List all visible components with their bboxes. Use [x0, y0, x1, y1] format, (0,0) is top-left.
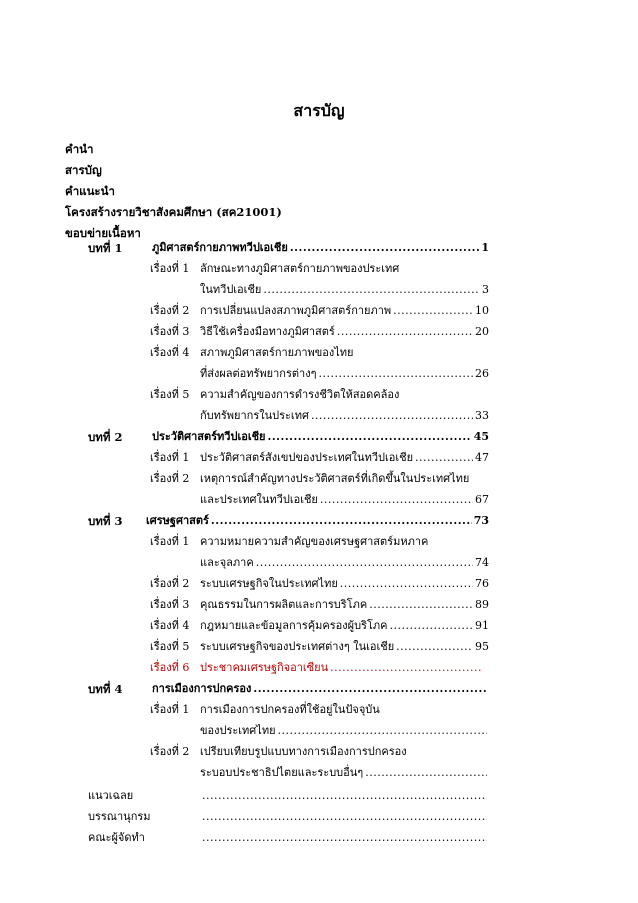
leader-dots	[365, 763, 487, 783]
leader-dots	[320, 490, 473, 510]
section-number: เรื่องที่ 2	[150, 745, 190, 758]
section-number-highlighted: เรื่องที่ 6	[150, 661, 190, 674]
section-page: 76	[475, 577, 489, 590]
back-authors-leader	[200, 828, 489, 848]
section-title-cont: และประเทศในทวีปเอเชีย	[200, 493, 318, 506]
section-number: เรื่องที่ 3	[150, 598, 190, 611]
section-number: เรื่องที่ 2	[150, 472, 190, 485]
section-number: เรื่องที่ 5	[150, 640, 190, 653]
section-number: เรื่องที่ 1	[150, 703, 190, 716]
chapter-3-entry	[146, 511, 489, 531]
chapter-3-page: 73	[473, 514, 489, 527]
section-title: การเมืองการปกครองที่ใช้อยู่ในปัจจุบัน	[200, 703, 380, 716]
section-title-cont: ที่ส่งผลต่อทรัพยากรต่างๆ	[200, 367, 317, 380]
section-number: เรื่องที่ 1	[150, 451, 190, 464]
section-title: เหตุการณ์สำคัญทางประวัติศาสตร์ที่เกิดขึ้นในประเทศไทย	[200, 472, 470, 485]
leader-dots	[268, 427, 472, 447]
chapter-4-number: บทที่ 4	[88, 682, 123, 696]
back-bibliography: บรรณานุกรม	[88, 810, 151, 823]
chapter-2-number: บทที่ 2	[88, 430, 123, 444]
chapter-1-entry	[152, 238, 489, 258]
section-entry	[200, 406, 489, 426]
section-title-cont: ในทวีปเอเชีย	[200, 283, 262, 296]
front-guide: คำแนะนำ	[65, 184, 115, 198]
section-number: เรื่องที่ 1	[150, 535, 190, 548]
back-answer-key-leader	[200, 786, 489, 806]
leader-dots	[256, 553, 473, 573]
section-title: ระบบเศรษฐกิจของประเทศต่างๆ ในเอเชีย	[200, 640, 395, 653]
leader-dots	[396, 637, 473, 657]
section-entry	[200, 553, 489, 573]
chapter-3-number: บทที่ 3	[88, 514, 123, 528]
page-title: สารบัญ	[293, 101, 345, 120]
section-entry	[200, 763, 489, 783]
chapter-1-page: 1	[481, 241, 489, 254]
section-title: เปรียบเทียบรูปแบบทางการเมืองการปกครอง	[200, 745, 407, 758]
leader-dots	[211, 511, 472, 531]
section-title: ลักษณะทางภูมิศาสตร์กายภาพของประเทศ	[200, 262, 400, 275]
section-title-cont: ของประเทศไทย	[200, 724, 276, 737]
front-structure: โครงสร้างรายวิชาสังคมศึกษา (สค21001)	[65, 205, 282, 219]
front-scope: ขอบข่ายเนื้อหา	[65, 226, 141, 240]
leader-dots	[311, 406, 473, 426]
section-title: การเปลี่ยนแปลงสภาพภูมิศาสตร์กายภาพ	[200, 304, 392, 317]
section-number: เรื่องที่ 3	[150, 325, 190, 338]
chapter-2-title: ประวัติศาสตร์ทวีปเอเชีย	[152, 430, 266, 443]
section-title: ความหมายความสำคัญของเศรษฐศาสตร์มหภาค	[200, 535, 429, 548]
front-toc: สารบัญ	[65, 163, 102, 177]
chapter-3-title: เศรษฐศาสตร์	[146, 514, 209, 527]
section-page: 10	[475, 304, 489, 317]
section-page: 26	[475, 367, 489, 380]
section-title: ประชาคมเศรษฐกิจอาเซียน	[200, 661, 329, 674]
section-entry	[200, 322, 489, 342]
leader-dots	[290, 238, 480, 258]
chapter-4-title: การเมืองการปกครอง	[152, 682, 252, 695]
section-number: เรื่องที่ 2	[150, 304, 190, 317]
leader-dots	[278, 721, 487, 741]
section-entry-highlighted	[200, 658, 485, 678]
back-answer-key: แนวเฉลย	[88, 789, 134, 802]
section-entry	[200, 574, 489, 594]
front-preface: คำนำ	[65, 142, 94, 156]
section-entry	[200, 616, 489, 636]
section-page: 47	[475, 451, 489, 464]
leader-dots	[318, 364, 473, 384]
section-page: 91	[475, 619, 489, 632]
section-number: เรื่องที่ 4	[150, 619, 190, 632]
section-title: วิธีใช้เครื่องมือทางภูมิศาสตร์	[200, 325, 335, 338]
leader-dots	[202, 807, 487, 827]
chapter-2-page: 45	[473, 430, 489, 443]
section-entry	[200, 595, 489, 615]
leader-dots	[340, 574, 473, 594]
section-entry	[200, 448, 489, 468]
chapter-1-number: บทที่ 1	[88, 241, 123, 255]
back-authors: คณะผู้จัดทำ	[88, 831, 145, 844]
leader-dots	[253, 679, 487, 699]
section-entry	[200, 364, 489, 384]
section-title: สภาพภูมิศาสตร์กายภาพของไทย	[200, 346, 354, 359]
leader-dots	[389, 616, 473, 636]
section-number: เรื่องที่ 1	[150, 262, 190, 275]
leader-dots	[337, 322, 473, 342]
section-entry	[200, 490, 489, 510]
section-page: 33	[475, 409, 489, 422]
chapter-1-title: ภูมิศาสตร์กายภาพทวีปเอเชีย	[152, 241, 288, 254]
section-page: 74	[475, 556, 489, 569]
section-page: 20	[475, 325, 489, 338]
section-title-cont: และจุลภาค	[200, 556, 254, 569]
back-bibliography-leader	[200, 807, 489, 827]
section-entry	[200, 301, 489, 321]
section-number: เรื่องที่ 2	[150, 577, 190, 590]
leader-dots	[415, 448, 473, 468]
section-title-cont: กับทรัพยากรในประเทศ	[200, 409, 309, 422]
leader-dots	[202, 786, 487, 806]
section-title: ระบบเศรษฐกิจในประเทศไทย	[200, 577, 338, 590]
section-number: เรื่องที่ 4	[150, 346, 190, 359]
section-title: คุณธรรมในการผลิตและการบริโภค	[200, 598, 368, 611]
section-page: 95	[475, 640, 489, 653]
leader-dots	[330, 658, 483, 678]
section-title: กฎหมายและข้อมูลการคุ้มครองผู้บริโภค	[200, 619, 388, 632]
section-entry	[200, 280, 489, 300]
leader-dots	[393, 301, 473, 321]
leader-dots	[263, 280, 480, 300]
section-number: เรื่องที่ 5	[150, 388, 190, 401]
section-title-cont: ระบอบประชาธิปไตยและระบบอื่นๆ	[200, 766, 364, 779]
section-page: 3	[482, 283, 489, 296]
leader-dots	[369, 595, 473, 615]
section-page: 67	[475, 493, 489, 506]
section-title: ความสำคัญของการดำรงชีวิตให้สอดคล้อง	[200, 388, 400, 401]
section-title: ประวัติศาสตร์สังเขปของประเทศในทวีปเอเชีย	[200, 451, 414, 464]
chapter-4-entry	[152, 679, 489, 699]
leader-dots	[202, 828, 487, 848]
section-entry	[200, 637, 489, 657]
chapter-2-entry	[152, 427, 489, 447]
section-entry	[200, 721, 489, 741]
section-page: 89	[475, 598, 489, 611]
